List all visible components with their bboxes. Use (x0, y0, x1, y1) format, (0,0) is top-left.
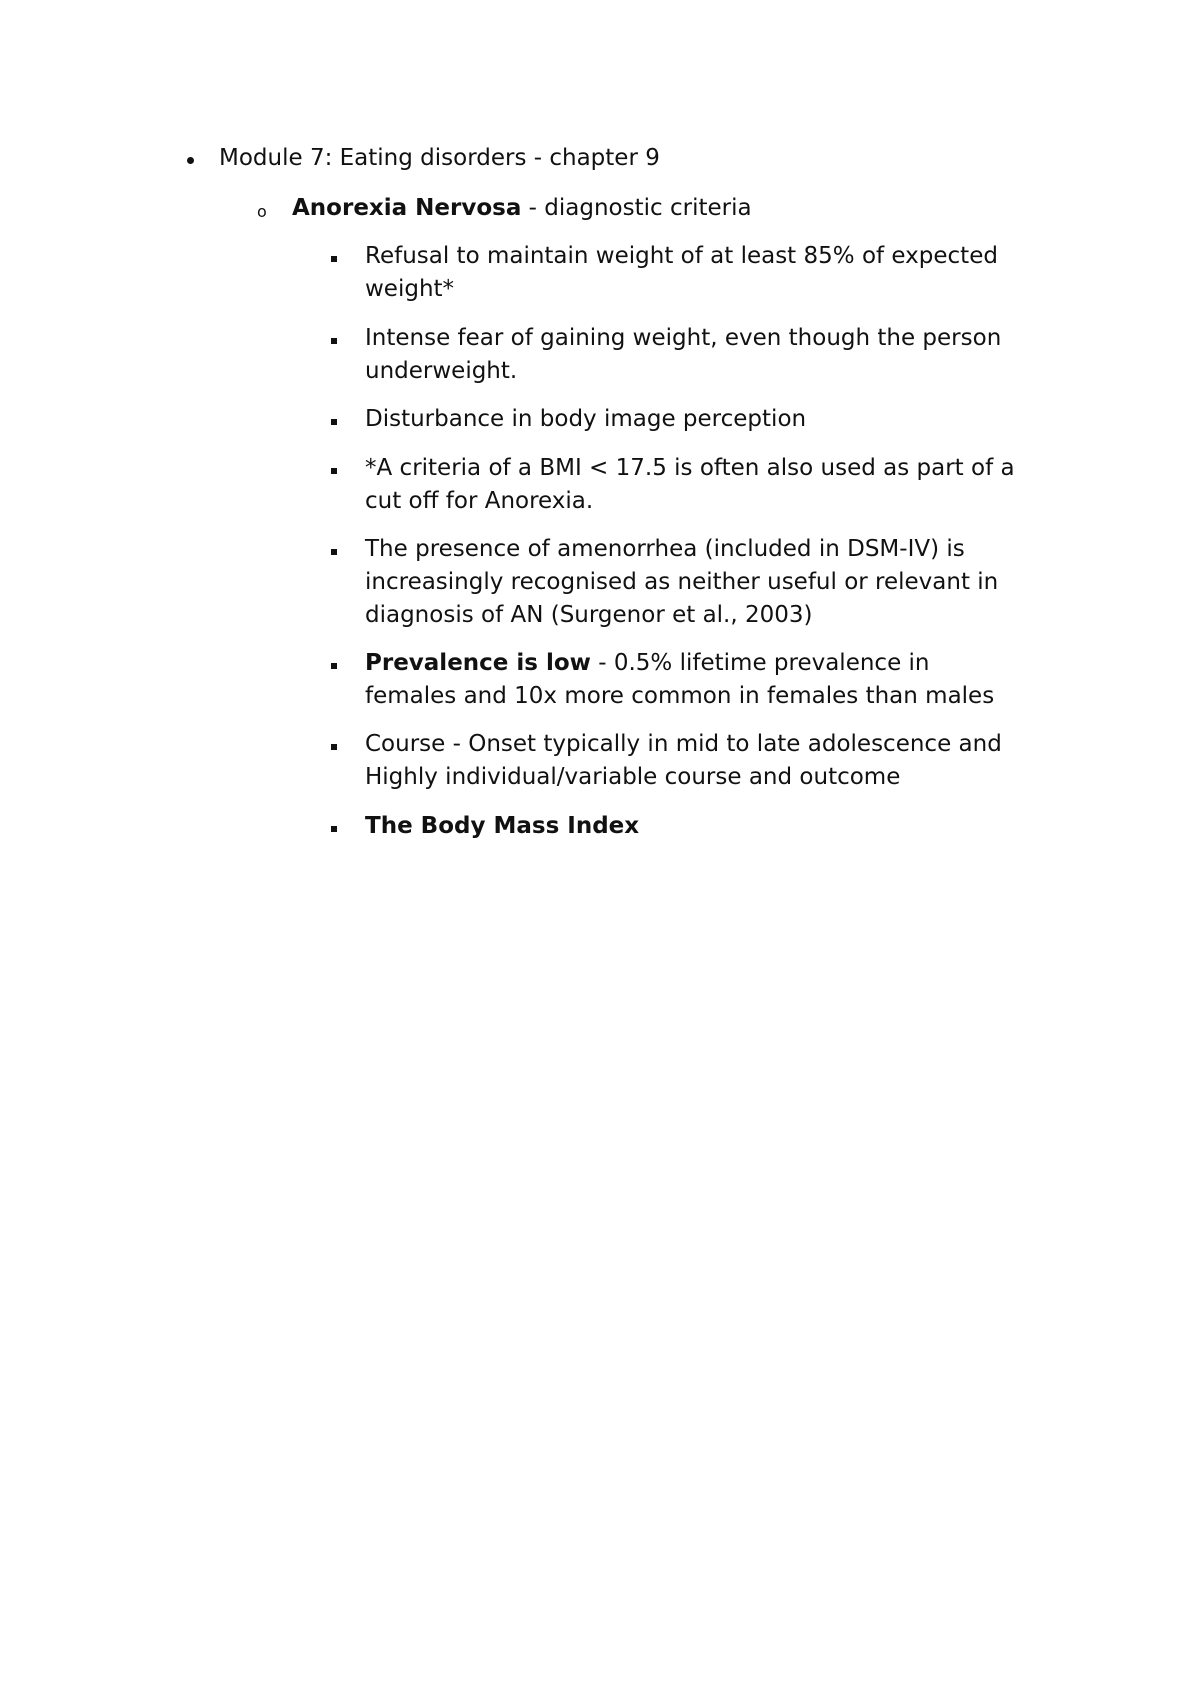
bullet-square-icon (331, 744, 337, 750)
list-item-line: underweight. (365, 358, 518, 384)
prevalence-bold: Prevalence is low (365, 650, 591, 676)
list-item-line (365, 647, 930, 680)
list-item-line: diagnosis of AN (Surgenor et al., 2003) (365, 602, 813, 628)
subheading-bold: Anorexia Nervosa (292, 195, 522, 221)
list-item-line: weight* (365, 276, 455, 302)
list-item-line: The presence of amenorrhea (included in DSM-IV) is (365, 536, 965, 562)
list-item-line: Intense fear of gaining weight, even though the person (365, 325, 1002, 351)
bmi-heading: The Body Mass Index (365, 813, 640, 839)
list-item-line: Refusal to maintain weight of at least 85% of expected (365, 243, 998, 269)
subheading-rest: - diagnostic criteria (521, 195, 752, 221)
list-item-line: Disturbance in body image perception (365, 406, 807, 432)
list-item-line: Course - Onset typically in mid to late adolescence and (365, 731, 1002, 757)
list-item-line: increasingly recognised as neither useful or relevant in (365, 569, 999, 595)
list-item-line: cut off for Anorexia. (365, 488, 594, 514)
bullet-square-icon (331, 256, 337, 262)
list-item-line: females and 10x more common in females than males (365, 683, 995, 709)
subheading (292, 192, 752, 225)
bullet-square-icon (331, 468, 337, 474)
prevalence-rest: - 0.5% lifetime prevalence in (590, 650, 930, 676)
bullet-square-icon (331, 663, 337, 669)
module-heading: Module 7: Eating disorders - chapter 9 (219, 145, 660, 171)
bullet-square-icon (331, 338, 337, 344)
list-item-line: Highly individual/variable course and outcome (365, 764, 901, 790)
list-item-line: *A criteria of a BMI < 17.5 is often also used as part of a (365, 455, 1015, 481)
bullet-square-icon (331, 419, 337, 425)
bullet-square-icon (331, 826, 337, 832)
bullet-dot-icon (187, 157, 194, 164)
bullet-circle-icon: o (257, 202, 267, 221)
bullet-square-icon (331, 549, 337, 555)
